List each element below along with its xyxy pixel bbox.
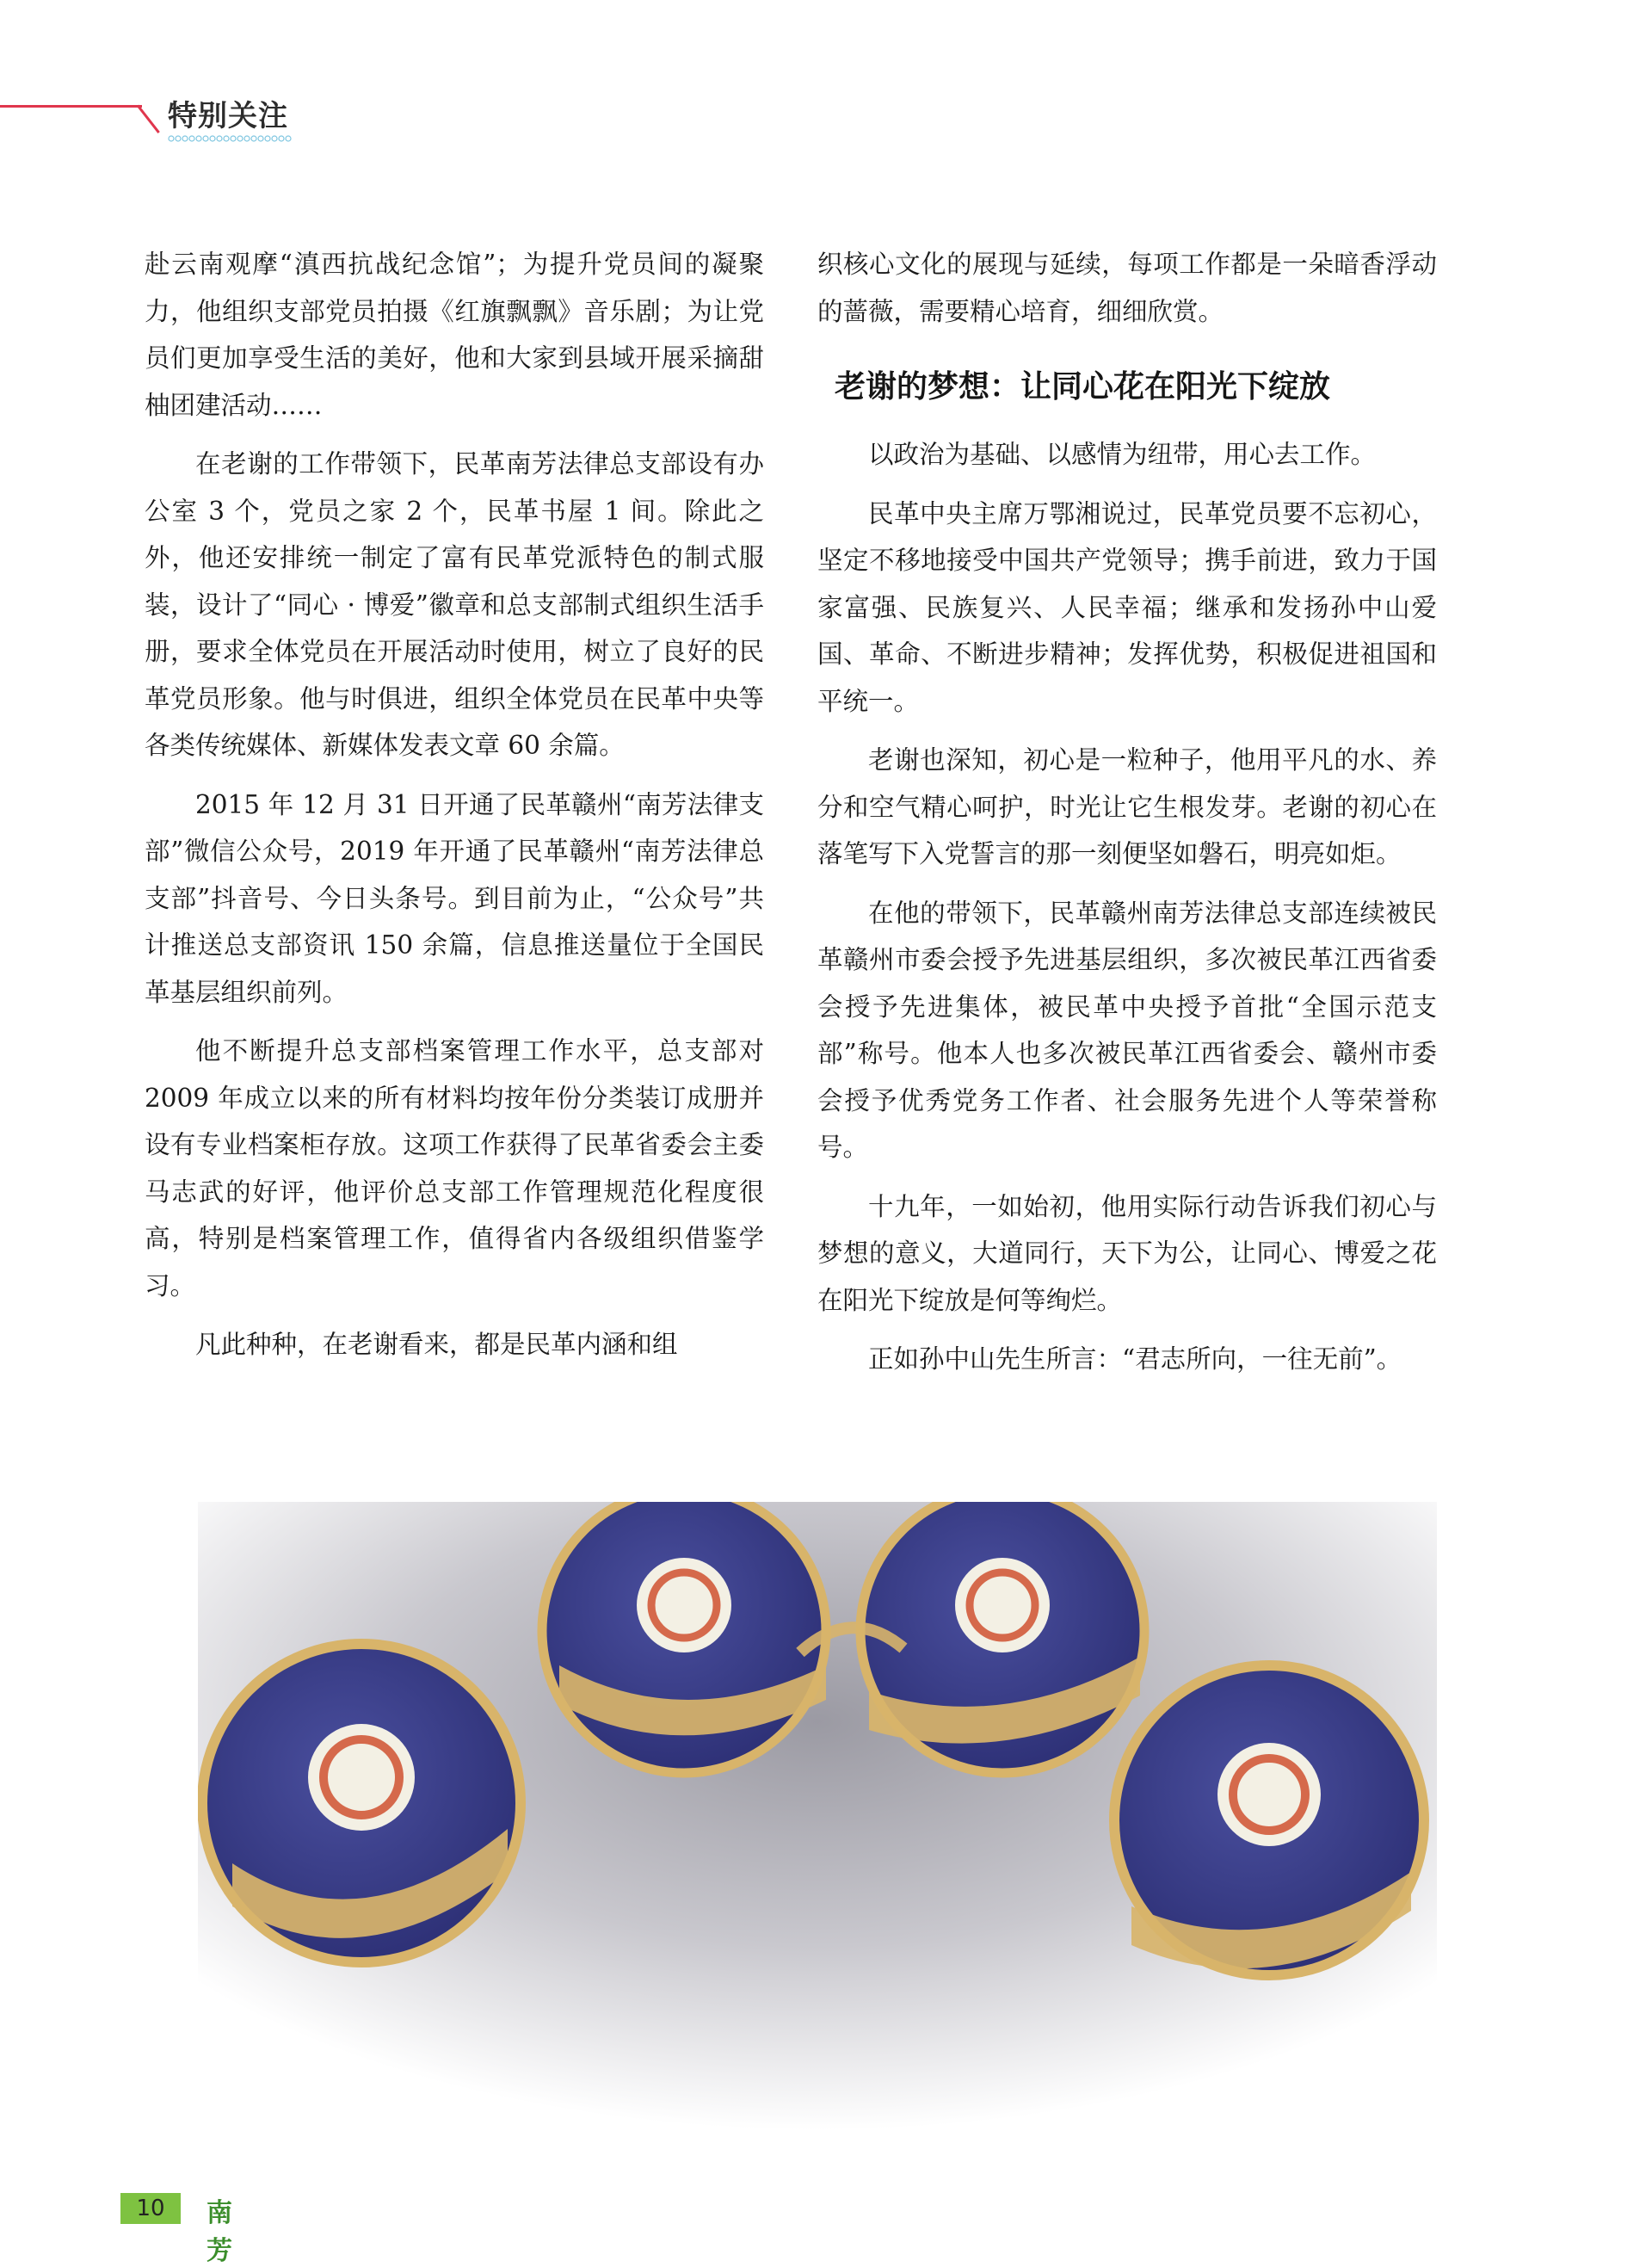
paragraph: 赴云南观摩“滇西抗战纪念馆”；为提升党员间的凝聚力，他组织支部党员拍摄《红旗飘飘》音乐剧；为让党员们更加享受生活的美好，他和大家到县域开展采摘甜柚团建活动……	[145, 250, 764, 420]
left-column	[145, 241, 764, 1381]
right-column	[817, 241, 1437, 1395]
badge-1	[202, 1644, 521, 1962]
paragraph: 凡此种种，在老谢看来，都是民革内涵和组	[195, 1330, 678, 1359]
header-red-line	[0, 105, 142, 108]
paragraph: 十九年，一如始初，他用实际行动告诉我们初心与梦想的意义，大道同行，天下为公，让同心、博爱之花在阳光下绽放是何等绚烂。	[817, 1191, 1437, 1315]
badge-3	[860, 1502, 1144, 1773]
badge-2	[542, 1502, 826, 1773]
paragraph: 正如孙中山先生所言：“君志所向，一往无前”。	[868, 1344, 1402, 1374]
paragraph: 在老谢的工作带领下，民革南芳法律总支部设有办公室 3 个，党员之家 2 个，民革书屋 1 间。除此之外，他还安排统一制定了富有民革党派特色的制式服装，设计了“同心 · 博爱”徽章和总支部制式组织生活手册，要求全体党员在开展活动时使用，树立了良好的民革党员形象。他与时俱进，组织全体党员在民革中央等各类传统媒体、新媒体发表文章 60 余篇。	[145, 449, 764, 760]
paragraph: 他不断提升总支部档案管理工作水平，总支部对 2009 年成立以来的所有材料均按年份分类装订成册并设有专业档案柜存放。这项工作获得了民革省委会主委马志武的好评，他评价总支部工作管理规范化程度很高，特别是档案管理工作，值得省内各级组织借鉴学习。	[145, 1036, 764, 1300]
badge-4	[1114, 1665, 1424, 1975]
paragraph: 织核心文化的展现与延续，每项工作都是一朵暗香浮动的蔷薇，需要精心培育，细细欣赏。	[817, 250, 1437, 326]
header-dot-pattern	[168, 135, 297, 142]
paragraph: 以政治为基础、以感情为纽带，用心去工作。	[868, 440, 1377, 469]
paragraph: 民革中央主席万鄂湘说过，民革党员要不忘初心，坚定不移地接受中国共产党领导；携手前进，致力于国家富强、民族复兴、人民幸福；继承和发扬孙中山爱国、革命、不断进步精神；发挥优势，积极促进祖国和平统一。	[817, 498, 1437, 716]
page-header	[0, 82, 361, 159]
header-red-slant	[137, 105, 160, 133]
section-heading: 老谢的梦想：让同心花在阳光下绽放	[835, 369, 1331, 405]
page-number: 10	[120, 2193, 181, 2224]
badges-photo	[198, 1502, 1437, 2130]
paragraph: 老谢也深知，初心是一粒种子，他用平凡的水、养分和空气精心呵护，时光让它生根发芽。老谢的初心在落笔写下入党誓言的那一刻便坚如磐石，明亮如炬。	[817, 745, 1437, 868]
section-title: 特别关注	[168, 99, 288, 133]
paragraph: 在他的带领下，民革赣州南芳法律总支部连续被民革赣州市委会授予先进基层组织，多次被民革江西省委会授予先进集体，被民革中央授予首批“全国示范支部”称号。他本人也多次被民革江西省委会、赣州市委会授予优秀党务工作者、社会服务先进个人等荣誉称号。	[817, 898, 1437, 1162]
paragraph: 2015 年 12 月 31 日开通了民革赣州“南芳法律支部”微信公众号，2019 年开通了民革赣州“南芳法律总支部”抖音号、今日头条号。到目前为止，“公众号”共计推送总支部资讯 150 余篇，信息推送量位于全国民革基层组织前列。	[145, 789, 764, 1007]
magazine-name: 南芳	[206, 2198, 239, 2266]
